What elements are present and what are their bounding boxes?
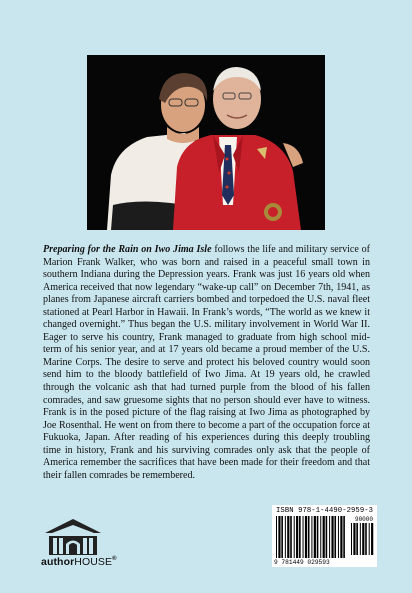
ean-barcode bbox=[275, 516, 347, 558]
barcode-bar bbox=[320, 516, 321, 558]
barcode-bar bbox=[362, 523, 364, 555]
barcode-bar bbox=[356, 523, 358, 555]
barcode-bar bbox=[303, 516, 304, 558]
author-photo bbox=[87, 55, 325, 230]
ean-digits: 9 781449 029593 bbox=[274, 559, 330, 566]
barcode-bar bbox=[311, 516, 312, 558]
barcode-bar bbox=[294, 516, 295, 558]
barcode-bar bbox=[326, 516, 328, 558]
barcode-bar bbox=[340, 516, 342, 558]
book-description bbox=[43, 244, 370, 482]
book-description-text: follows the life and military service of Marion Frank Walker, who was born and raised in a peaceful small town in southern Indiana during the Depression years. Frank was just 16 years old when America received that now legendary “wake-up call” on December 7th, 1941, as planes from Japanese aircraft carriers bombed and torpedoed the U.S. naval fleet stationed at Pearl Harbor in Hawaii. In Frank’s words, “The world as we knew it changed overnight.” Thus began the U.S. military involvement in World War II. Eager to serve his country, Frank managed to graduate from high school mid-term of his senior year, and at 17 years old became a proud member of the U.S. Marine Corps. The desire to serve and protect his beloved country would soon send him to the bloody battlefield of Iwo Jima. At 19 years old, he crawled through the volcanic ash that had turned purple from the blood of his fallen comrades, and saw gruesome sights that no person should ever have to witness. Frank is in the posed picture of the flag raising at Iwo Jima as photographed by Joe Rosenthal. He went on from there to become a part of the occupation force at Fukuoka, Japan. After reading of his experiences during this deeply troubling time in history, Frank and his surviving comrades only ask that the people of America remember the sacrifices that have been made for their freedom and that their fallen comrades be remembered. bbox=[43, 244, 370, 481]
publisher-name bbox=[41, 556, 117, 568]
barcode-bar bbox=[343, 516, 345, 558]
barcode-bar bbox=[329, 516, 330, 558]
barcode-bar bbox=[281, 516, 283, 558]
barcode-bar bbox=[287, 516, 289, 558]
barcode-bar bbox=[314, 516, 316, 558]
publisher-logo bbox=[43, 516, 107, 580]
book-title: Preparing for the Rain on Iwo Jima Isle bbox=[43, 244, 212, 255]
barcode-bar bbox=[305, 516, 307, 558]
publisher-name-light: HOUSE bbox=[74, 556, 113, 568]
barcode-bar bbox=[278, 516, 280, 558]
barcode-bar bbox=[276, 516, 277, 558]
barcode-bar bbox=[351, 523, 352, 555]
barcode-bar bbox=[290, 516, 292, 558]
house-logo-icon bbox=[43, 516, 107, 556]
barcode-bar bbox=[296, 516, 298, 558]
barcode-bar bbox=[365, 523, 367, 555]
registered-mark: ® bbox=[112, 556, 117, 562]
barcode-label bbox=[272, 505, 377, 567]
barcode-bar bbox=[285, 516, 286, 558]
barcode-bar bbox=[371, 523, 373, 555]
barcode-bar bbox=[338, 516, 339, 558]
publisher-name-bold: author bbox=[41, 556, 75, 568]
barcode-bar bbox=[317, 516, 319, 558]
price-barcode bbox=[350, 523, 374, 555]
barcode-bar bbox=[353, 523, 355, 555]
couple-portrait-photo bbox=[87, 55, 325, 230]
barcode-bar bbox=[308, 516, 310, 558]
barcode-bar bbox=[369, 523, 370, 555]
isbn-number: ISBN 978-1-4490-2959-3 bbox=[276, 507, 374, 515]
price-code: 90000 bbox=[354, 516, 373, 523]
barcode-bar bbox=[360, 523, 361, 555]
barcode-bar bbox=[323, 516, 325, 558]
barcode-bar bbox=[299, 516, 301, 558]
barcode-bar bbox=[334, 516, 336, 558]
barcode-bar bbox=[331, 516, 333, 558]
